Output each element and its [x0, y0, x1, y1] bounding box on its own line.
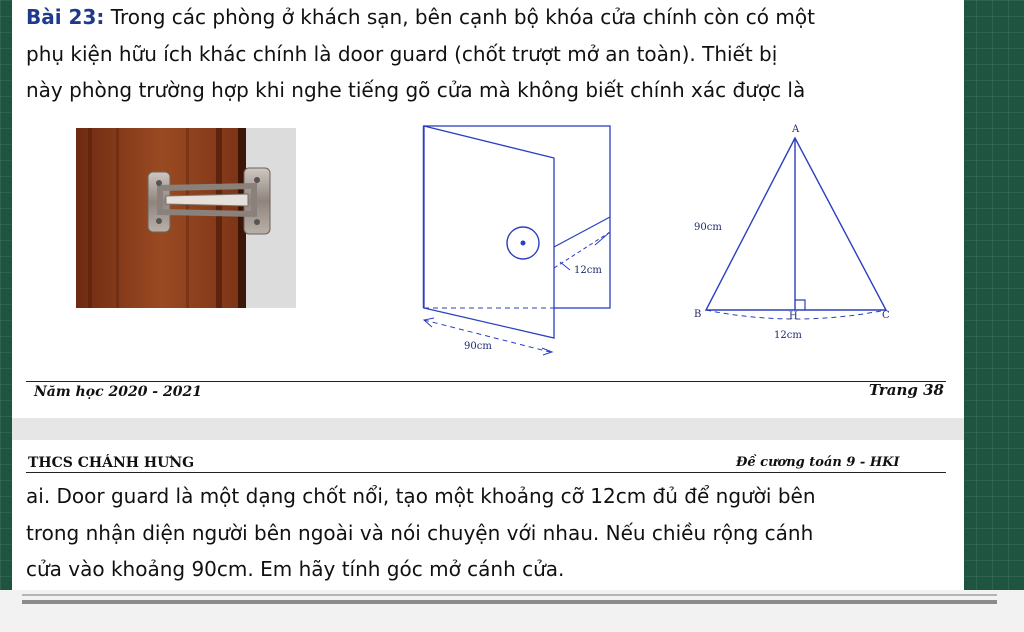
gap-line-door [554, 217, 610, 247]
triangle-side-label: 90cm [694, 222, 722, 233]
triangle-base-label: 12cm [774, 330, 802, 341]
header-title: Đề cương toán 9 - HKI [736, 455, 900, 470]
problem-line-2: phụ kiện hữu ích khác chính là door guard (chốt trượt mở an toàn). Thiết bị [26, 41, 778, 66]
footer-rule [26, 381, 946, 382]
vertex-h-label: H [789, 311, 798, 322]
vertex-b-label: B [694, 309, 702, 320]
gap-arrow-2 [595, 232, 610, 245]
problem-text-part2 [26, 478, 951, 588]
problem-label: Bài 23: [26, 5, 105, 29]
door-guard-photo [76, 128, 296, 308]
door-geometry-figure [400, 120, 920, 360]
width-arrow-head-left [424, 318, 434, 327]
problem-line-1: Trong các phòng ở khách sạn, bên cạnh bộ khóa cửa chính còn có một [104, 5, 815, 29]
vertex-a-label: A [792, 124, 800, 135]
footer-page-number: Trang 38 [868, 381, 944, 399]
header-rule [26, 472, 946, 473]
problem-line-3: này phòng trường hợp khi nghe tiếng gõ cửa mà không biết chính xác được là [26, 78, 806, 102]
door-gap-label: 12cm [574, 265, 602, 276]
horizontal-scrollbar[interactable] [22, 600, 997, 604]
problem-line-5: trong nhận diện người bên ngoài và nói chuyện với nhau. Nếu chiều rộng cánh [26, 520, 814, 545]
triangle-abc [706, 138, 886, 310]
right-angle-mark [795, 300, 805, 310]
footer-school-year: Năm học 2020 - 2021 [34, 384, 202, 400]
gap-arrow [560, 262, 570, 270]
page-gap [12, 418, 964, 440]
gap-dashed-line [554, 232, 610, 268]
viewer-bottom-strip [0, 590, 1024, 632]
problem-text-part1 [26, 0, 951, 109]
vertex-c-label: C [882, 310, 890, 321]
door-guard-photo-drawing [76, 128, 296, 308]
header-school: THCS CHÁNH HƯNG [28, 455, 195, 471]
problem-line-6: cửa vào khoảng 90cm. Em hãy tính góc mở cánh cửa. [26, 557, 565, 581]
scrollbar-track [22, 594, 997, 596]
door-width-label: 90cm [464, 341, 492, 352]
door-knob-center [521, 241, 526, 246]
problem-line-4: ai. Door guard là một dạng chốt nổi, tạo một khoảng cỡ 12cm đủ để người bên [26, 484, 816, 508]
